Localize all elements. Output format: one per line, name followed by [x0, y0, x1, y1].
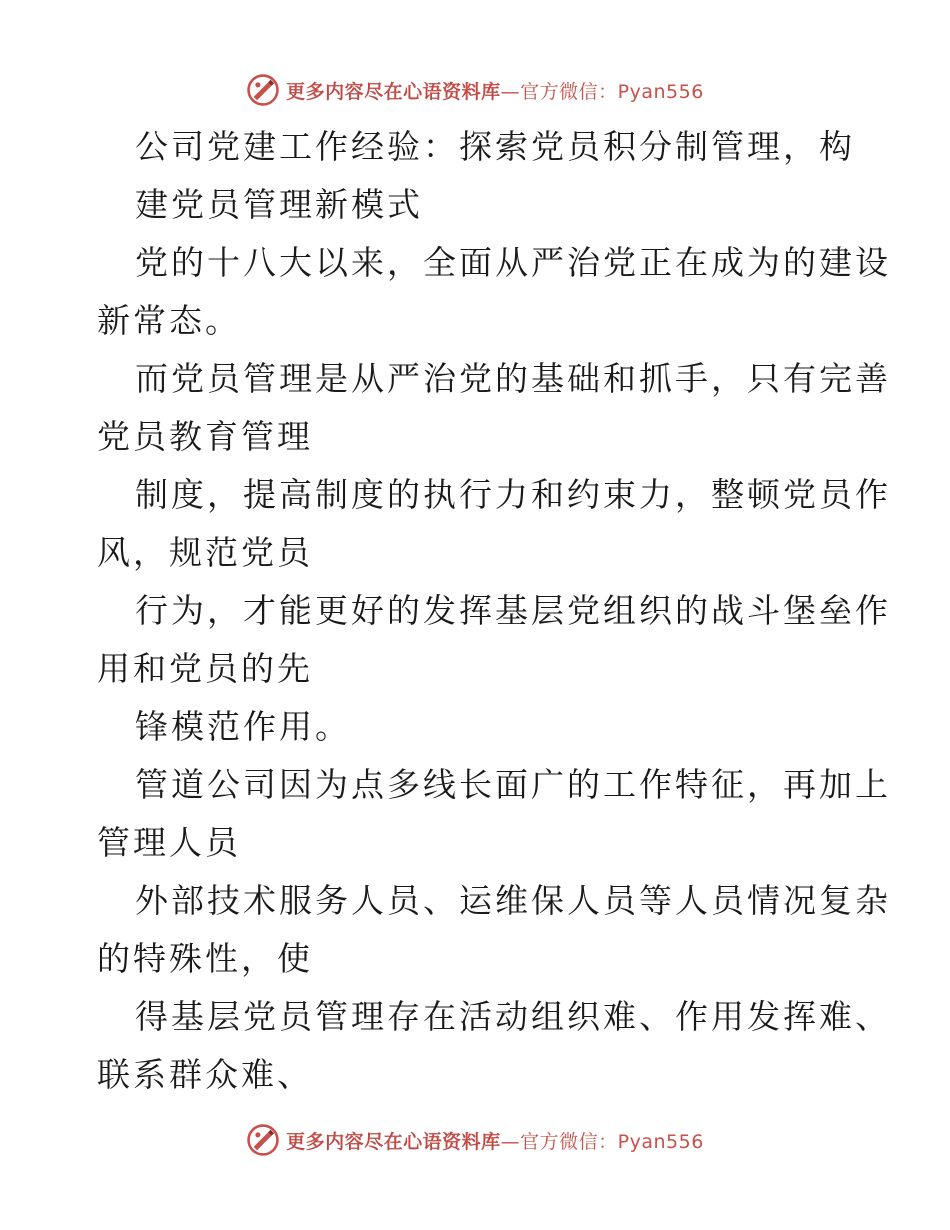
header-banner-contact: —官方微信：Pyan556	[500, 80, 704, 103]
paragraph-line: 风，规范党员	[97, 533, 313, 572]
paragraph-line: 外部技术服务人员、运维保人员等人员情况复杂	[135, 881, 891, 920]
paragraph-line: 新常态。	[97, 301, 241, 340]
paragraph-line: 党的十八大以来，全面从严治党正在成为的建设	[135, 243, 891, 282]
paragraph-line: 联系群众难、	[97, 1055, 313, 1094]
document-body	[97, 118, 891, 1104]
paragraph-line: 的特殊性，使	[97, 939, 313, 978]
footer-banner-contact: —官方微信：Pyan556	[500, 1130, 704, 1153]
paragraph-line: 制度，提高制度的执行力和约束力，整顿党员作	[135, 475, 891, 514]
paragraph-line: 行为，才能更好的发挥基层党组织的战斗堡垒作	[135, 591, 891, 630]
paragraph-line: 党员教育管理	[97, 417, 313, 456]
paragraph-line: 管道公司因为点多线长面广的工作特征，再加上	[135, 765, 891, 804]
title-line: 公司党建工作经验：探索党员积分制管理，构	[135, 127, 855, 166]
paragraph-line: 得基层党员管理存在活动组织难、作用发挥难、	[135, 997, 891, 1036]
brand-logo-icon	[246, 1123, 280, 1157]
header-banner	[0, 70, 950, 110]
paragraph-line: 锋模范作用。	[135, 707, 351, 746]
paragraph-line: 而党员管理是从严治党的基础和抓手，只有完善	[135, 359, 891, 398]
title-line: 建党员管理新模式	[135, 185, 423, 224]
header-banner-text	[286, 77, 704, 104]
paragraph-line: 管理人员	[97, 823, 241, 862]
footer-banner-text	[286, 1127, 704, 1154]
brand-logo-icon	[246, 73, 280, 107]
paragraph-line: 用和党员的先	[97, 649, 313, 688]
footer-banner-title: 更多内容尽在心语资料库	[286, 1130, 501, 1153]
header-banner-title: 更多内容尽在心语资料库	[286, 80, 501, 103]
footer-banner	[0, 1120, 950, 1160]
